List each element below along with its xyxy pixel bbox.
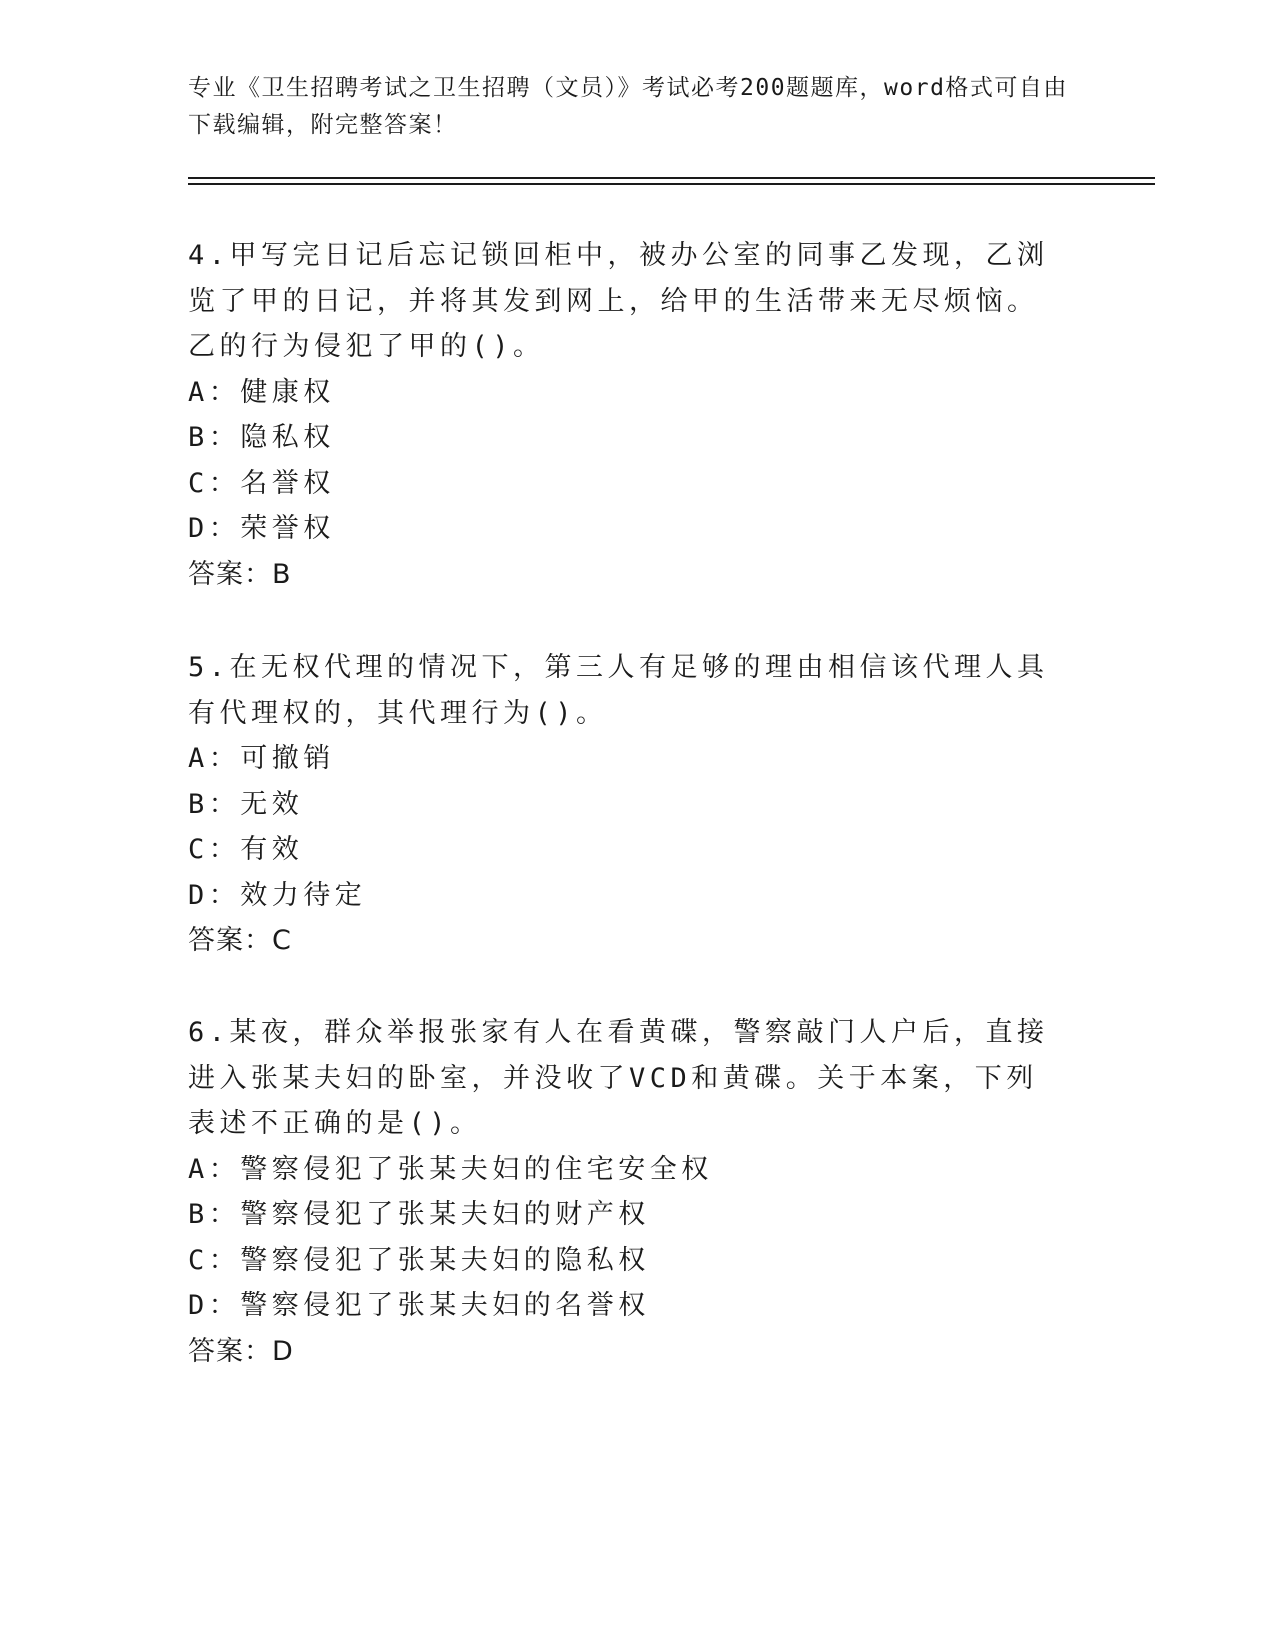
question-stem: 5.在无权代理的情况下，第三人有足够的理由相信该代理人具有代理权的，其代理行为()。 xyxy=(188,652,1049,729)
header-divider-bottom xyxy=(188,183,1155,185)
header-divider-top xyxy=(188,177,1155,179)
question-4 xyxy=(188,233,1068,597)
option-c: C：警察侵犯了张某夫妇的隐私权 xyxy=(188,1244,650,1276)
question-stem: 4.甲写完日记后忘记锁回柜中，被办公室的同事乙发现，乙浏览了甲的日记，并将其发到网上，给甲的生活带来无尽烦恼。乙的行为侵犯了甲的()。 xyxy=(188,240,1049,362)
option-c: C：有效 xyxy=(188,834,304,865)
option-a: A：可撤销 xyxy=(188,743,335,774)
option-b: B：隐私权 xyxy=(188,422,335,453)
answer: 答案：B xyxy=(188,558,292,590)
option-a: A：健康权 xyxy=(188,376,335,408)
option-b: B：无效 xyxy=(188,788,304,820)
option-c: C：名誉权 xyxy=(188,467,335,499)
question-5 xyxy=(188,645,1068,964)
option-d: D：荣誉权 xyxy=(188,513,335,544)
answer: 答案：D xyxy=(188,1335,294,1367)
answer: 答案：C xyxy=(188,925,292,956)
option-d: D：效力待定 xyxy=(188,879,367,911)
question-6 xyxy=(188,1010,1068,1374)
document-header: 专业《卫生招聘考试之卫生招聘（文员）》考试必考200题题库，word格式可自由下载编辑，附完整答案！ xyxy=(188,75,1068,138)
option-a: A：警察侵犯了张某夫妇的住宅安全权 xyxy=(188,1153,713,1185)
question-stem: 6.某夜，群众举报张家有人在看黄碟，警察敲门人户后，直接进入张某夫妇的卧室，并没收了VCD和黄碟。关于本案，下列表述不正确的是()。 xyxy=(188,1017,1049,1139)
option-b: B：警察侵犯了张某夫妇的财产权 xyxy=(188,1199,650,1230)
option-d: D：警察侵犯了张某夫妇的名誉权 xyxy=(188,1290,650,1321)
